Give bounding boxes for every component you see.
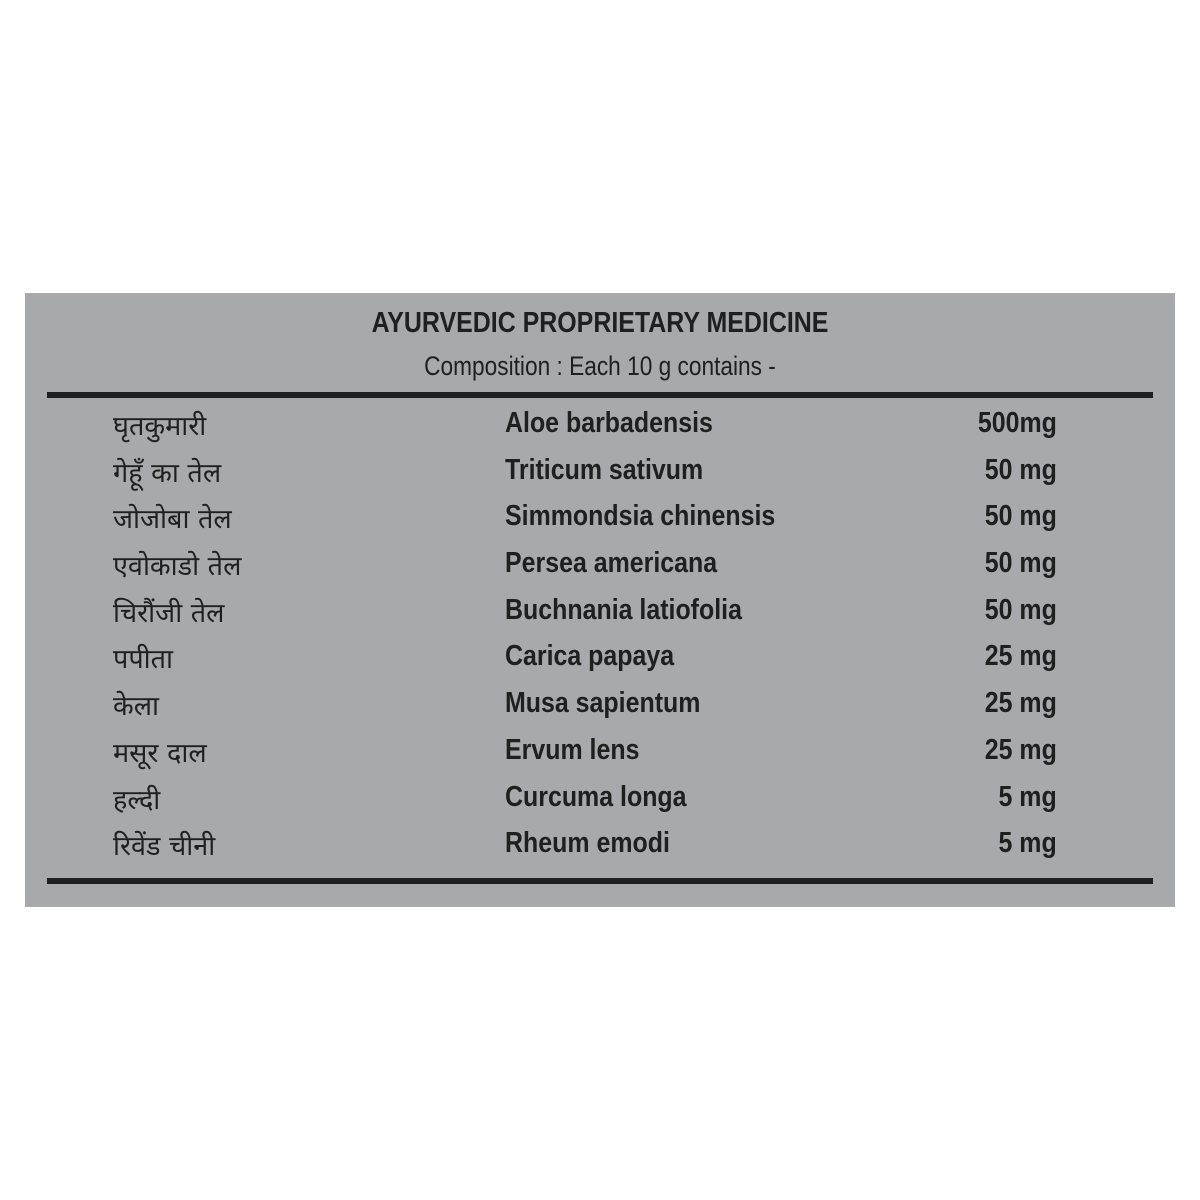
ingredient-hindi-name: जोजोबा तेल <box>113 504 232 536</box>
ingredient-quantity: 50 mg <box>984 453 1057 486</box>
ingredient-hindi-name: केला <box>113 691 160 723</box>
ingredient-quantity: 5 mg <box>998 780 1057 813</box>
ingredient-quantity: 50 mg <box>984 500 1057 533</box>
ingredient-botanical-name: Musa sapientum <box>505 687 701 720</box>
ingredient-hindi-name: चिरौंजी तेल <box>113 597 225 629</box>
ingredient-botanical-name: Triticum sativum <box>505 453 704 486</box>
ingredient-quantity: 25 mg <box>984 687 1057 720</box>
ingredient-botanical-name: Curcuma longa <box>505 780 687 813</box>
ingredient-row <box>25 821 1175 868</box>
ingredient-row <box>25 588 1175 635</box>
ingredient-quantity: 500mg <box>977 407 1057 439</box>
ingredient-botanical-name: Buchnania latiofolia <box>505 593 742 626</box>
ingredient-botanical-name: Ervum lens <box>505 733 640 766</box>
ingredient-row <box>25 728 1175 775</box>
ingredient-quantity: 50 mg <box>984 593 1057 626</box>
top-divider <box>47 392 1153 398</box>
composition-label <box>25 293 1175 907</box>
ingredient-row <box>25 448 1175 495</box>
ingredient-quantity: 50 mg <box>984 547 1057 580</box>
ingredient-hindi-name: मसूर दाल <box>113 737 207 769</box>
label-title: AYURVEDIC PROPRIETARY MEDICINE <box>371 307 829 339</box>
ingredient-row <box>25 775 1175 822</box>
ingredient-row <box>25 634 1175 681</box>
ingredient-list <box>25 401 1175 868</box>
ingredient-hindi-name: हल्दी <box>113 784 161 816</box>
ingredient-botanical-name: Persea americana <box>505 547 718 580</box>
ingredient-hindi-name: रिवेंड चीनी <box>113 831 216 863</box>
ingredient-quantity: 25 mg <box>984 733 1057 766</box>
ingredient-row <box>25 681 1175 728</box>
ingredient-row <box>25 541 1175 588</box>
ingredient-hindi-name: घृतकुमारी <box>113 411 207 442</box>
ingredient-hindi-name: एवोकाडो तेल <box>113 551 242 583</box>
ingredient-botanical-name: Carica papaya <box>505 640 675 673</box>
ingredient-botanical-name: Rheum emodi <box>505 827 670 860</box>
label-subtitle: Composition : Each 10 g contains - <box>424 351 776 381</box>
ingredient-row <box>25 494 1175 541</box>
ingredient-hindi-name: पपीता <box>113 644 174 676</box>
ingredient-hindi-name: गेहूँ का तेल <box>113 457 222 489</box>
bottom-divider <box>47 878 1153 884</box>
ingredient-row <box>25 401 1175 448</box>
ingredient-quantity: 25 mg <box>984 640 1057 673</box>
ingredient-botanical-name: Simmondsia chinensis <box>505 500 776 533</box>
ingredient-quantity: 5 mg <box>998 827 1057 860</box>
ingredient-botanical-name: Aloe barbadensis <box>505 407 713 439</box>
